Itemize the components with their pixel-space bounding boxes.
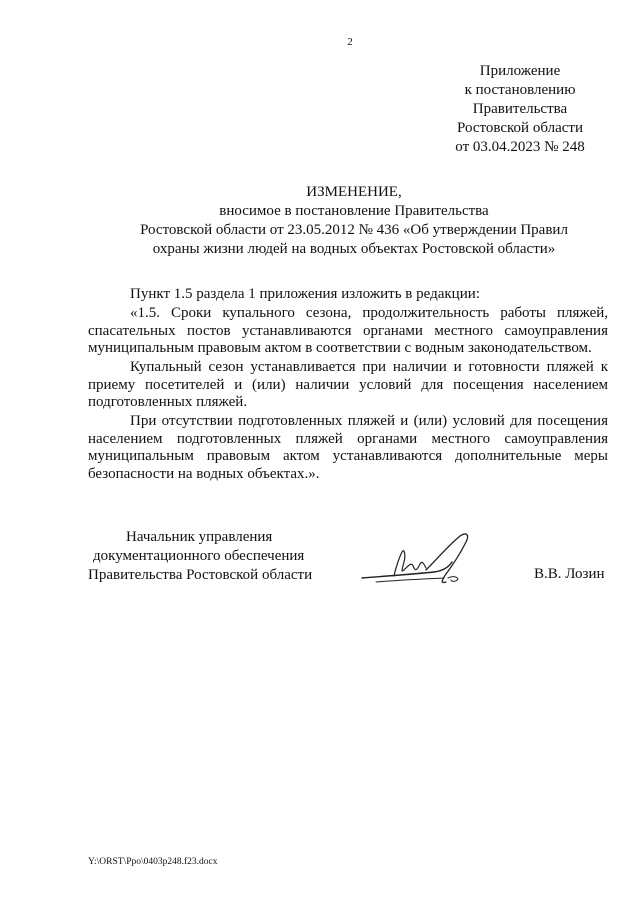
position-line: Начальник управления bbox=[126, 529, 273, 545]
appendix-line: Ростовской области bbox=[457, 120, 583, 136]
page-number: 2 bbox=[347, 36, 353, 48]
appendix-date-line: от 03.04.2023 № 248 bbox=[455, 139, 585, 155]
document-body bbox=[88, 286, 608, 485]
body-paragraph: Купальный сезон устанавливается при наличии и готовности пляжей к приему посетителей и (или) наличии условий для посещения населением подготовленных пляжей. bbox=[88, 359, 608, 410]
signatory-position bbox=[88, 528, 328, 585]
appendix-line: Приложение bbox=[479, 63, 561, 79]
document-title bbox=[80, 183, 628, 259]
title-line: охраны жизни людей на водных объектах Ростовской области» bbox=[152, 241, 556, 257]
position-line: Правительства Ростовской области bbox=[88, 567, 313, 583]
handwritten-signature bbox=[356, 528, 496, 594]
body-paragraph: При отсутствии подготовленных пляжей и (или) условий для посещения населением подготовленных пляжей органами местного самоуправления муниципальным правовым актом устанавливаются дополнительные меры безопасности на водных объектах.». bbox=[88, 413, 608, 482]
signatory-name: В.В. Лозин bbox=[534, 566, 605, 582]
position-line: документационного обеспечения bbox=[93, 548, 305, 564]
appendix-block bbox=[430, 62, 610, 157]
body-paragraph: Пункт 1.5 раздела 1 приложения изложить в редакции: bbox=[130, 286, 480, 302]
title-heading: ИЗМЕНЕНИЕ, bbox=[306, 184, 402, 200]
file-path: Y:\ORST\Ppo\0403p248.f23.docx bbox=[88, 857, 218, 867]
title-line: Ростовской области от 23.05.2012 № 436 «Об утверждении Правил bbox=[140, 222, 568, 238]
appendix-line: к постановлению bbox=[464, 82, 576, 98]
body-paragraph: «1.5. Сроки купального сезона, продолжительность работы пляжей, спасательных постов устанавливаются органами местного самоуправления муниципальным правовым актом в соответствии с водным законодательством. bbox=[88, 305, 608, 356]
appendix-line: Правительства bbox=[472, 101, 568, 117]
title-line: вносимое в постановление Правительства bbox=[219, 203, 489, 219]
